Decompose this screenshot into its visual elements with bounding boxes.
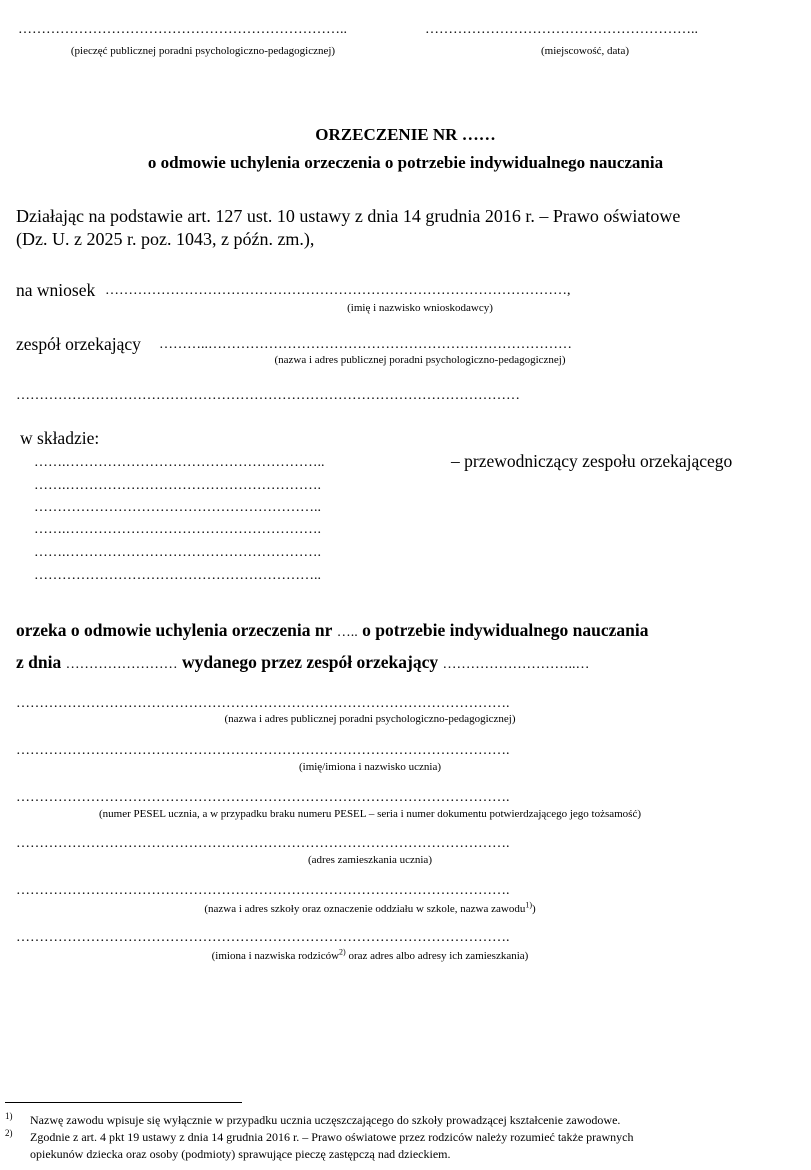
caption-text: )	[532, 903, 536, 915]
footnote-ref: 2)	[339, 947, 346, 957]
legal-basis-line1: Działając na podstawie art. 127 ust. 10 ustawy z dnia 14 grudnia 2016 r. – Prawo oświatowe	[16, 206, 681, 226]
field-dots[interactable]: …………………………………………………………………………………………….	[16, 836, 510, 851]
document-title: ORZECZENIE NR ……	[315, 125, 496, 144]
chair-role: – przewodniczący zespołu orzekającego	[451, 451, 733, 471]
request-caption: (imię i nazwisko wnioskodawcy)	[347, 302, 493, 314]
place-date-dots[interactable]: …………………………………………………..	[425, 22, 698, 37]
decision-line1	[16, 620, 649, 641]
field-dots[interactable]: …………………………………………………………………………………………….	[16, 930, 510, 945]
footnote-number: 1)	[5, 1111, 13, 1121]
team-dots[interactable]: ………..……………………………………………………………………	[159, 337, 572, 352]
decision-text: orzeka o odmowie uchylenia orzeczenia nr	[16, 620, 333, 640]
team-label: zespół orzekający	[16, 334, 141, 354]
field-caption: (numer PESEL ucznia, a w przypadku braku numeru PESEL – seria i numer dokumentu potwierdzającego jego tożsamość)	[99, 808, 641, 820]
footnote-ref: 1)	[525, 900, 532, 910]
footnote-text: Nazwę zawodu wpisuje się wyłącznie w przypadku ucznia uczęszczającego do szkoły prowadzącej kształcenie zawodowe.	[30, 1113, 621, 1127]
request-label: na wniosek	[16, 280, 96, 300]
field-caption: (imię/imiona i nazwisko ucznia)	[298, 761, 442, 773]
field-dots[interactable]: …………………………………………………………………………………………….	[16, 790, 510, 805]
request-dots[interactable]: ………………………………………………………………………………………,	[105, 283, 571, 298]
team-extra-dots[interactable]: ………………………………………………………………………………………………	[16, 388, 520, 403]
member-dots[interactable]: ……………………………………………………..	[34, 568, 321, 583]
field-dots[interactable]: …………………………………………………………………………………………….	[16, 743, 510, 758]
field-caption: (adres zamieszkania ucznia)	[308, 854, 432, 866]
footnote-text: opiekunów dziecka oraz osoby (podmioty) sprawujące pieczę zastępczą nad dzieckiem.	[30, 1147, 451, 1161]
caption-text: (nazwa i adres szkoły oraz oznaczenie oddziału w szkole, nazwa zawodu	[204, 903, 526, 915]
footnote-divider	[5, 1102, 242, 1103]
caption-text: (imiona i nazwiska rodziców	[211, 950, 340, 962]
stamp-dots[interactable]: ……………………………………………………………..	[18, 22, 347, 37]
footnote-text: Zgodnie z art. 4 pkt 19 ustawy z dnia 14 grudnia 2016 r. – Prawo oświatowe przez rodziców należy rozumieć także prawnych	[30, 1130, 634, 1144]
member-dots[interactable]: ……………………………………………………..	[34, 500, 321, 515]
decision-text: z dnia	[16, 652, 62, 672]
field-caption	[0, 947, 740, 962]
composition-label: w składzie:	[20, 428, 100, 448]
decision-date-dots[interactable]: ……………………	[65, 657, 178, 672]
document-subtitle: o odmowie uchylenia orzeczenia o potrzebie indywidualnego nauczania	[147, 153, 664, 172]
team-caption: (nazwa i adres publicznej poradni psychologiczno-pedagogicznej)	[274, 354, 566, 366]
chair-dots[interactable]: …….………………………………………………..	[34, 455, 325, 470]
decision-text: o potrzebie indywidualnego nauczania	[362, 620, 649, 640]
member-dots[interactable]: …….……………………………………………….	[34, 522, 321, 537]
field-caption	[0, 900, 740, 915]
stamp-caption: (pieczęć publicznej poradni psychologiczno-pedagogicznej)	[70, 45, 336, 57]
field-dots[interactable]: …………………………………………………………………………………………….	[16, 696, 510, 711]
member-dots[interactable]: …….……………………………………………….	[34, 545, 321, 560]
decision-number-dots[interactable]: …..	[336, 625, 358, 640]
field-dots[interactable]: …………………………………………………………………………………………….	[16, 883, 510, 898]
footnote-number: 2)	[5, 1128, 13, 1138]
place-date-caption: (miejscowość, data)	[541, 45, 629, 57]
decision-team-dots[interactable]: ………………………..…	[442, 657, 590, 672]
legal-basis-line2: (Dz. U. z 2025 r. poz. 1043, z późn. zm.),	[16, 229, 315, 249]
decision-line2	[16, 652, 589, 673]
caption-text: oraz adres albo adresy ich zamieszkania)	[345, 950, 529, 962]
decision-text: wydanego przez zespół orzekający	[181, 652, 439, 672]
field-caption: (nazwa i adres publicznej poradni psychologiczno-pedagogicznej)	[224, 713, 516, 725]
member-dots[interactable]: …….……………………………………………….	[34, 478, 321, 493]
